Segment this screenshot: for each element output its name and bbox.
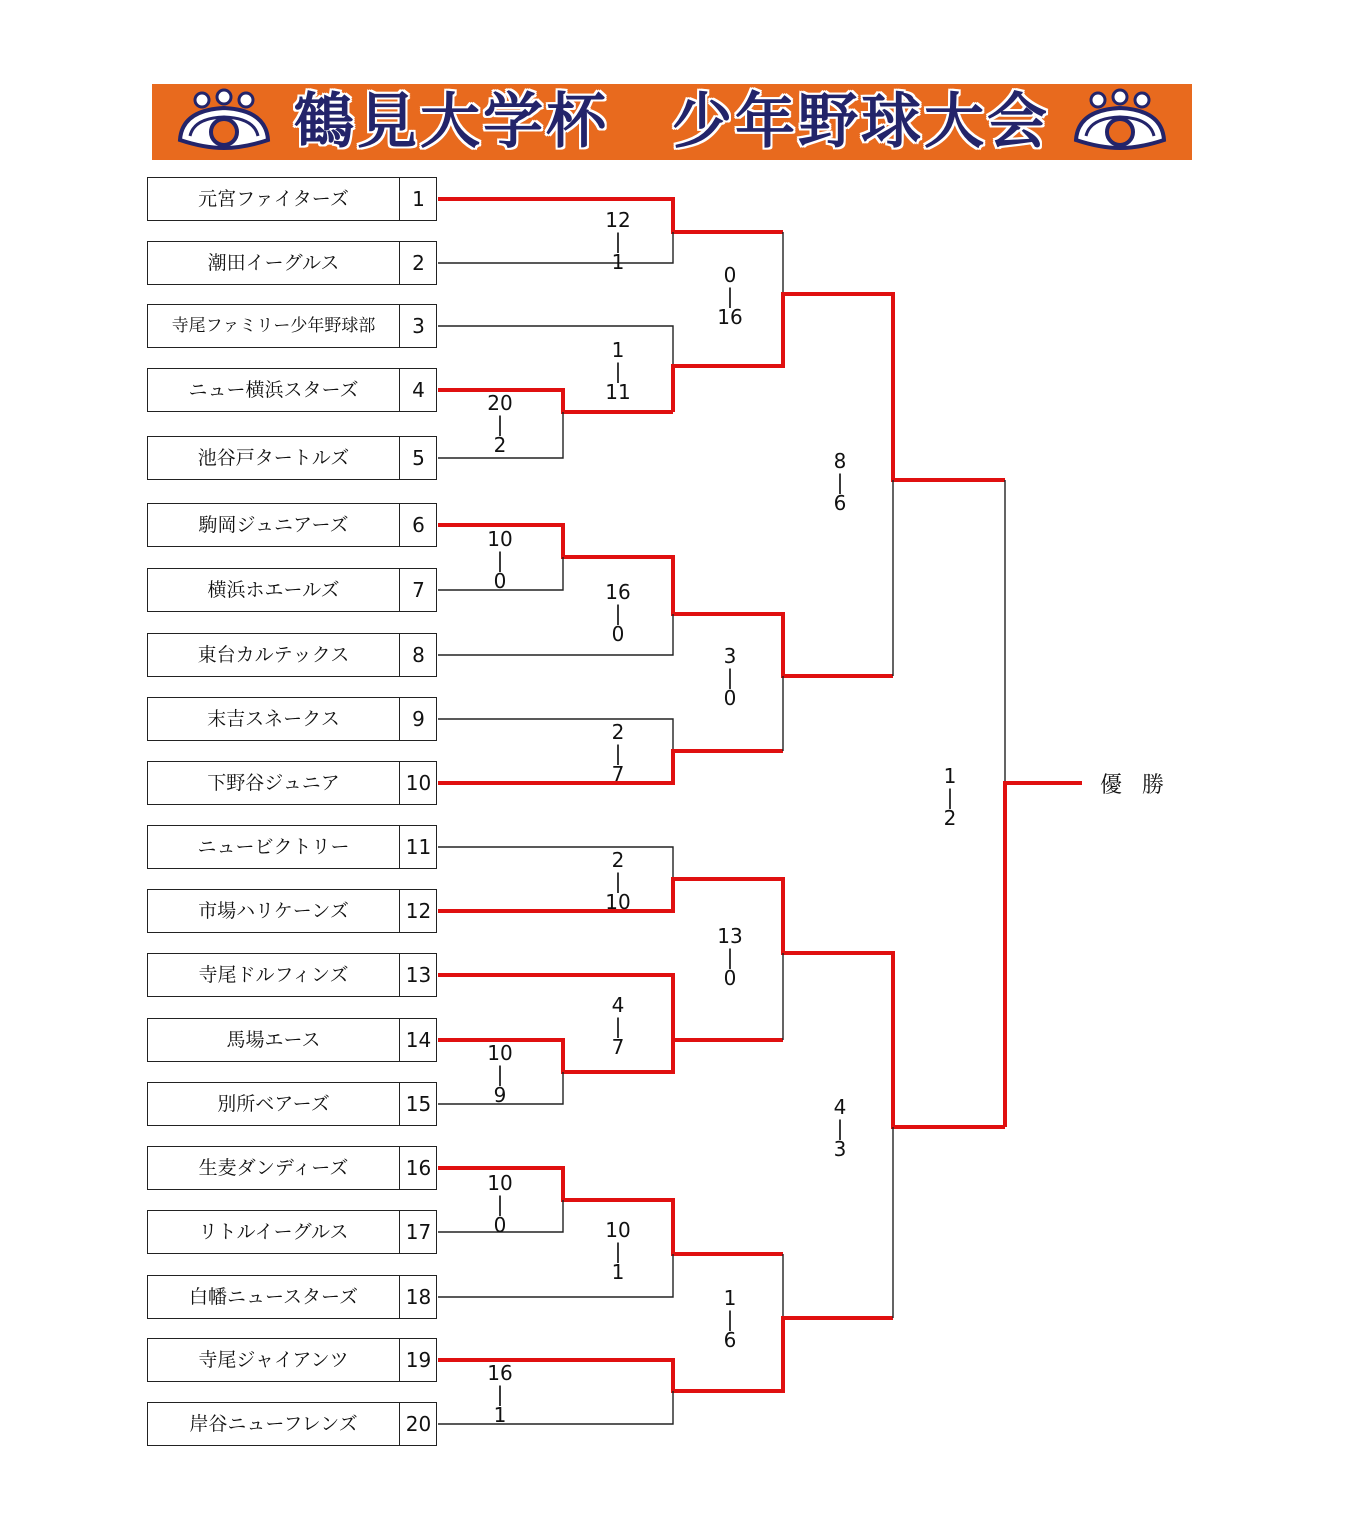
- team-name: 馬場エース: [148, 1019, 400, 1061]
- team-number: 10: [405, 771, 432, 795]
- team-number: 13: [405, 963, 432, 987]
- team-row: [147, 889, 437, 933]
- score-bottom: 10: [605, 890, 631, 914]
- match-score: [588, 210, 648, 273]
- team-number: 9: [412, 707, 425, 731]
- match-score: [470, 1173, 530, 1236]
- team-row: [147, 1402, 437, 1446]
- score-bottom: 0: [723, 966, 737, 990]
- score-bottom: 2: [943, 806, 957, 830]
- match-score: [588, 722, 648, 785]
- score-top: 4: [833, 1095, 847, 1119]
- score-bottom: 9: [493, 1083, 507, 1107]
- match-score: [588, 850, 648, 913]
- match-score: [470, 393, 530, 456]
- team-row: [147, 1146, 437, 1190]
- team-number: 7: [412, 578, 425, 602]
- score-separator: |: [614, 359, 622, 383]
- score-bottom: 6: [723, 1328, 737, 1352]
- score-separator: |: [496, 412, 504, 436]
- team-number: 1: [412, 187, 425, 211]
- winner-path: [1005, 783, 1082, 1127]
- team-name: 潮田イーグルス: [148, 242, 400, 284]
- team-row: [147, 1275, 437, 1319]
- team-name: 下野谷ジュニア: [148, 762, 400, 804]
- team-row: [147, 436, 437, 480]
- score-separator: |: [726, 1307, 734, 1331]
- score-separator: |: [836, 1116, 844, 1140]
- score-bottom: 7: [611, 1035, 625, 1059]
- team-number: 18: [405, 1285, 432, 1309]
- score-top: 4: [611, 993, 625, 1017]
- score-top: 10: [487, 1041, 513, 1065]
- score-bottom: 0: [611, 622, 625, 646]
- banner-title: 鶴見大学杯 少年野球大会: [294, 87, 1050, 157]
- score-separator: |: [496, 1192, 504, 1216]
- score-top: 0: [723, 263, 737, 287]
- match-score: [700, 1288, 760, 1351]
- score-separator: |: [726, 665, 734, 689]
- score-separator: |: [946, 785, 954, 809]
- team-row: [147, 761, 437, 805]
- match-score: [810, 451, 870, 514]
- team-row: [147, 304, 437, 348]
- team-row: [147, 953, 437, 997]
- score-top: 10: [605, 1218, 631, 1242]
- score-top: 12: [605, 208, 631, 232]
- team-number: 17: [405, 1220, 432, 1244]
- match-score: [588, 582, 648, 645]
- team-name: 市場ハリケーンズ: [148, 890, 400, 932]
- team-name: 別所ベアーズ: [148, 1083, 400, 1125]
- score-top: 13: [717, 924, 743, 948]
- team-row: [147, 503, 437, 547]
- team-name: リトルイーグルス: [148, 1211, 400, 1253]
- team-number: 8: [412, 643, 425, 667]
- team-number: 11: [405, 835, 432, 859]
- match-score: [470, 529, 530, 592]
- team-number: 19: [405, 1348, 432, 1372]
- team-row: [147, 241, 437, 285]
- team-number: 5: [412, 446, 425, 470]
- score-top: 20: [487, 391, 513, 415]
- match-score: [700, 646, 760, 709]
- score-top: 2: [611, 720, 625, 744]
- score-bottom: 11: [605, 380, 631, 404]
- team-row: [147, 1018, 437, 1062]
- score-separator: |: [614, 869, 622, 893]
- score-top: 10: [487, 1171, 513, 1195]
- score-bottom: 16: [717, 305, 743, 329]
- team-name: 寺尾ドルフィンズ: [148, 954, 400, 996]
- team-name: 寺尾ジャイアンツ: [148, 1339, 400, 1381]
- champion-label: 優勝: [1100, 773, 1185, 798]
- score-top: 8: [833, 449, 847, 473]
- team-name: ニュー横浜スターズ: [148, 369, 400, 411]
- team-row: [147, 1082, 437, 1126]
- team-row: [147, 568, 437, 612]
- team-row: [147, 825, 437, 869]
- team-number: 14: [405, 1028, 432, 1052]
- match-score: [470, 1043, 530, 1106]
- team-name: 末吉スネークス: [148, 698, 400, 740]
- team-name: 東台カルテックス: [148, 634, 400, 676]
- team-row: [147, 697, 437, 741]
- score-bottom: 1: [611, 1260, 625, 1284]
- team-name: ニュービクトリー: [148, 826, 400, 868]
- team-row: [147, 633, 437, 677]
- score-separator: |: [496, 1382, 504, 1406]
- match-score: [810, 1097, 870, 1160]
- match-score: [588, 995, 648, 1058]
- score-top: 1: [723, 1286, 737, 1310]
- team-number: 20: [405, 1412, 432, 1436]
- match-score: [700, 265, 760, 328]
- match-score: [700, 926, 760, 989]
- score-top: 1: [943, 764, 957, 788]
- score-top: 1: [611, 338, 625, 362]
- score-separator: |: [614, 741, 622, 765]
- score-separator: |: [726, 284, 734, 308]
- team-number: 16: [405, 1156, 432, 1180]
- team-name: 池谷戸タートルズ: [148, 437, 400, 479]
- score-bottom: 0: [723, 686, 737, 710]
- team-number: 4: [412, 378, 425, 402]
- score-separator: |: [614, 1239, 622, 1263]
- team-name: 白幡ニュースターズ: [148, 1276, 400, 1318]
- team-number: 3: [412, 314, 425, 338]
- match-score: [588, 340, 648, 403]
- team-name: 横浜ホエールズ: [148, 569, 400, 611]
- score-bottom: 0: [493, 569, 507, 593]
- score-top: 10: [487, 527, 513, 551]
- team-row: [147, 177, 437, 221]
- score-top: 2: [611, 848, 625, 872]
- score-top: 16: [605, 580, 631, 604]
- score-bottom: 3: [833, 1137, 847, 1161]
- score-separator: |: [726, 945, 734, 969]
- match-score: [920, 766, 980, 829]
- score-separator: |: [496, 548, 504, 572]
- score-separator: |: [614, 229, 622, 253]
- score-top: 16: [487, 1361, 513, 1385]
- team-name: 元宮ファイターズ: [148, 178, 400, 220]
- team-number: 12: [405, 899, 432, 923]
- score-separator: |: [836, 470, 844, 494]
- match-score: [470, 1363, 530, 1426]
- team-number: 2: [412, 251, 425, 275]
- team-number: 15: [405, 1092, 432, 1116]
- score-bottom: 1: [493, 1403, 507, 1427]
- team-name: 岸谷ニューフレンズ: [148, 1403, 400, 1445]
- match-score: [588, 1220, 648, 1283]
- team-name: 駒岡ジュニアーズ: [148, 504, 400, 546]
- score-bottom: 2: [493, 433, 507, 457]
- team-name: 生麦ダンディーズ: [148, 1147, 400, 1189]
- team-row: [147, 1210, 437, 1254]
- score-separator: |: [614, 1014, 622, 1038]
- score-top: 3: [723, 644, 737, 668]
- team-number: 6: [412, 513, 425, 537]
- team-name: 寺尾ファミリー少年野球部: [148, 305, 400, 347]
- team-row: [147, 368, 437, 412]
- score-bottom: 6: [833, 491, 847, 515]
- score-separator: |: [614, 601, 622, 625]
- score-bottom: 1: [611, 250, 625, 274]
- score-bottom: 7: [611, 762, 625, 786]
- score-bottom: 0: [493, 1213, 507, 1237]
- team-row: [147, 1338, 437, 1382]
- score-separator: |: [496, 1062, 504, 1086]
